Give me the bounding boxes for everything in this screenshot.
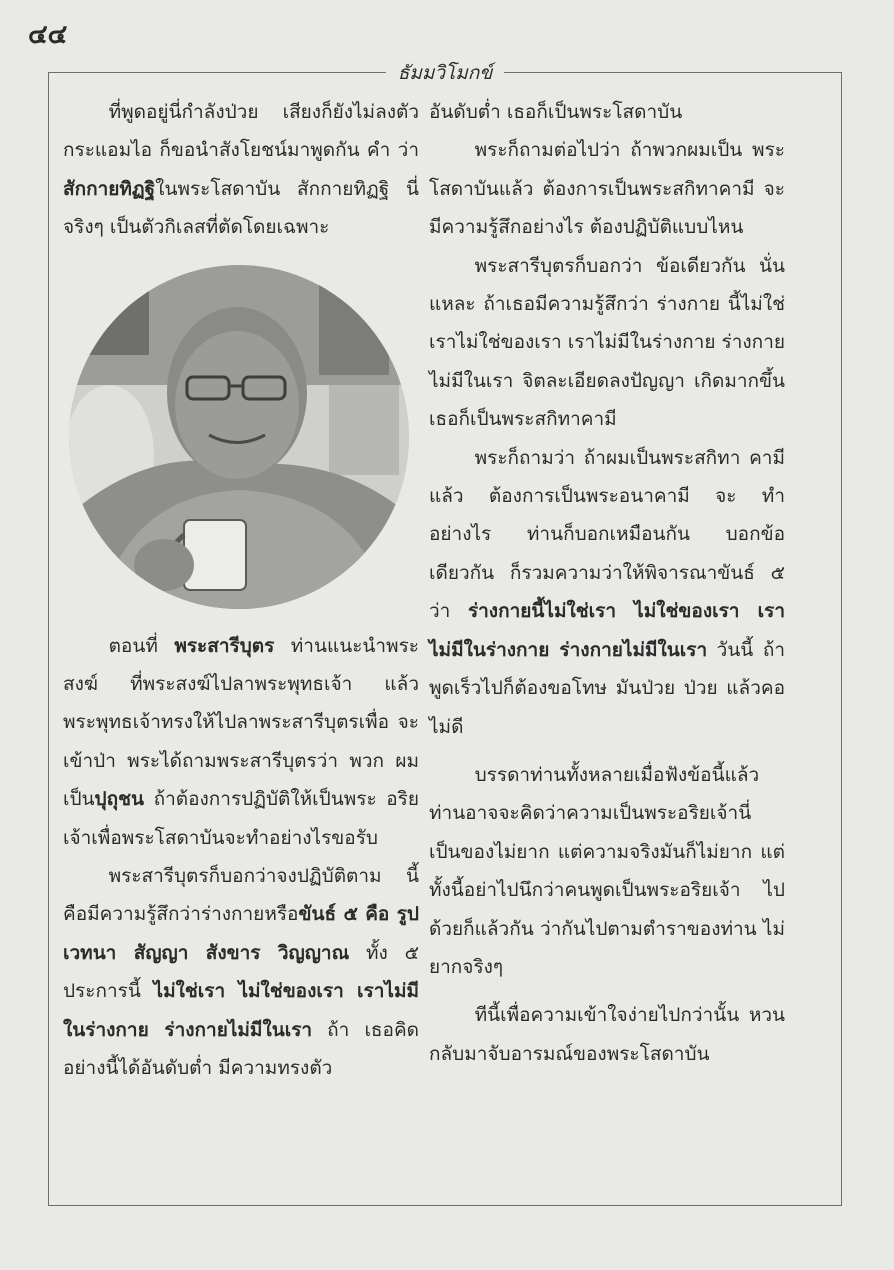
text-run: ที่พูดอยู่นี่กำลังป่วย เสียงก็ยังไม่ลงตัว กระแอมไอ ก็ขอนำสังโยชน์มาพูดกัน คำ <box>63 101 419 162</box>
left-paragraph-1 <box>63 93 419 247</box>
text-run: พระก็ถามว่า ถ้าผมเป็นพระสกิทา คามีแล้ว ต้องการเป็นพระอนาคามี จะ ทำอย่างไร ท่านก็บอกเหมือนกัน บอกข้อ เดียวกัน ก็รวมความว่าให้พิจารณาขันธ์ ๕ ว่า <box>429 446 785 623</box>
bold-term: ขันธ์ ๕ คือ รูป เวทนา สัญญา สังขาร วิญญาณ <box>63 903 419 964</box>
portrait-photo <box>63 255 419 621</box>
portrait-illustration <box>69 265 409 609</box>
bold-term: สักกายทิฏฐิ <box>63 177 156 200</box>
bold-term: ปุถุชน <box>94 788 144 811</box>
right-paragraph-1: อันดับต่ำ เธอก็เป็นพระโสดาบัน <box>429 101 683 123</box>
bold-term: ไม่ใช่เรา ไม่ใช่ของเรา เราไม่มีในร่างกาย ร่างกายไม่มีในเรา <box>63 980 419 1041</box>
right-paragraph-6: ทีนี้เพื่อความเข้าใจง่ายไปกว่านั้น หวนกลับมาจับอารมณ์ของพระโสดาบัน <box>429 1004 785 1065</box>
text-run: วันนี้ ถ้าพูดเร็วไปก็ต้องขอโทษ มันป่วย ป่วย แล้วคอไม่ดี <box>429 638 785 738</box>
running-head <box>49 58 841 88</box>
text-frame <box>48 62 842 1206</box>
left-column <box>63 93 419 1088</box>
right-paragraph-2: พระก็ถามต่อไปว่า ถ้าพวกผมเป็น พระโสดาบันแล้ว ต้องการเป็นพระสกิทาคามี จะมีความรู้สึกอย่างไร ต้องปฏิบัติแบบไหน <box>429 139 785 239</box>
bold-term: ร่างกายนี้ไม่ใช่เรา ไม่ใช่ของเรา เรา ไม่มีในร่างกาย ร่างกายไม่มีในเรา <box>429 600 785 661</box>
text-run: ถ้า เธอคิดอย่างนี้ได้อันดับต่ำ มีความทรงตัว <box>63 1018 419 1080</box>
text-run: ท่านแนะนำพระสงฆ์ ที่พระสงฆ์ไปลาพระพุทธเจ้า แล้ว พระพุทธเจ้าทรงให้ไปลาพระสารีบุตรเพื่อ จะเข้าป่า พระได้ถามพระสารีบุตรว่า พวก ผมเป็น <box>63 634 419 811</box>
right-paragraph-3: พระสารีบุตรก็บอกว่า ข้อเดียวกัน นั่นแหละ ถ้าเธอมีความรู้สึกว่า ร่างกาย นี้ไม่ใช่เราไม่ใช่ของเรา เราไม่มีในร่างกาย ร่างกายไม่มีในเรา จิตละเอียดลงปัญญา เกิดมากขึ้น เธอก็เป็นพระสกิทาคามี <box>429 254 785 431</box>
text-run: ในพระโสดาบัน สักกายทิฏฐิ นี่จริงๆ เป็นตัวกิเลสที่ตัดโดยเฉพาะ <box>63 177 419 239</box>
monk-portrait-image <box>69 265 409 609</box>
text-run: ตอนที่ <box>108 634 175 657</box>
page-number: ๔๔ <box>28 20 68 50</box>
bold-term: พระสารีบุตร <box>174 634 275 657</box>
text-run: ว่า <box>397 139 419 162</box>
left-paragraph-3 <box>63 857 419 1087</box>
right-column <box>429 93 785 1073</box>
running-head-title: ธัมมวิโมกข์ <box>386 62 505 84</box>
text-run: พระสารีบุตรก็บอกว่าจงปฏิบัติตาม นี้ คือมีความรู้สึกว่าร่างกายหรือ <box>63 865 419 926</box>
text-run: ถ้าต้องการปฏิบัติให้เป็นพระ อริยเจ้าเพื่อพระโสดาบันจะทำอย่างไรขอรับ <box>63 788 419 849</box>
right-paragraph-5: บรรดาท่านทั้งหลายเมื่อฟังข้อนี้แล้ว ท่านอาจจะคิดว่าความเป็นพระอริยเจ้านี่ เป็นของไม่ยาก แต่ความจริงมันก็ไม่ยาก แต่ทั้งนี้อย่าไปนึกว่าคนพูดเป็นพระอริยเจ้า ไปด้วยก็แล้วกัน ว่ากันไปตามตำราของท่าน ไม่ยากจริงๆ <box>429 763 785 978</box>
text-run: ทั้ง ๕ ประการนี้ <box>63 941 419 1003</box>
left-paragraph-2 <box>63 627 419 857</box>
right-paragraph-4 <box>429 439 785 746</box>
